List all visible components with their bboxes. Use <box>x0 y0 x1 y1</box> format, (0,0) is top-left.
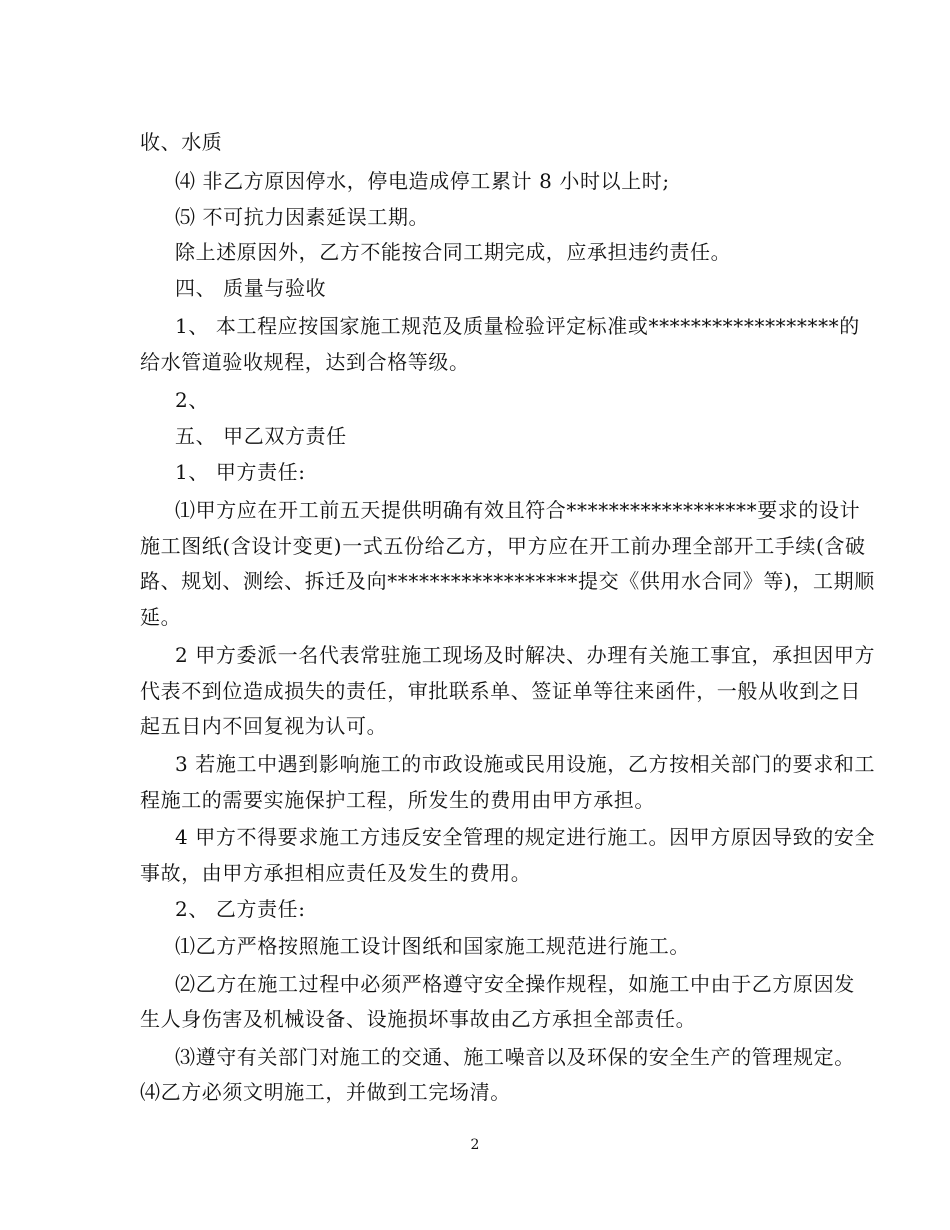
text-line: ⑷ 非乙方原因停水，停电造成停工累计 8 小时以上时; <box>175 169 670 193</box>
text-line: ⑷乙方必须文明施工，并做到工完场清。 <box>140 1080 511 1104</box>
text-line: ⑴甲方应在开工前五天提供明确有效且符合******************要求的设计 <box>175 498 861 522</box>
text-line: 程施工的需要实施保护工程，所发生的费用由甲方承担。 <box>140 788 655 812</box>
text-line: 收、水质 <box>140 130 223 154</box>
text-line: 路、规划、测绘、拆迁及向******************提交《供用水合同》等)，工期顺 <box>140 569 875 593</box>
text-line: 延。 <box>140 605 182 629</box>
text-line: 给水管道验收规程，达到合格等级。 <box>140 350 470 374</box>
text-line: 除上述原因外，乙方不能按合同工期完成，应承担违约责任。 <box>175 240 732 264</box>
text-line: ⑵乙方在施工过程中必须严格遵守安全操作规程，如施工中由于乙方原因发 <box>175 972 855 996</box>
text-line: 2、 <box>175 388 209 412</box>
text-line: ⑴乙方严格按照施工设计图纸和国家施工规范进行施工。 <box>175 934 690 958</box>
section-heading: 五、 甲乙双方责任 <box>175 424 347 448</box>
text-line: 生人身伤害及机械设备、设施损坏事故由乙方承担全部责任。 <box>140 1007 697 1031</box>
text-line: 1、 本工程应按国家施工规范及质量检验评定标准或******************的 <box>175 314 860 338</box>
text-line: 4 甲方不得要求施工方违反安全管理的规定进行施工。因甲方原因导致的安全 <box>175 825 876 849</box>
text-line: 代表不到位造成损失的责任，审批联系单、签证单等往来函件，一般从收到之日 <box>140 679 861 703</box>
text-line: 施工图纸(含设计变更)一式五份给乙方，甲方应在开工前办理全部开工手续(含破 <box>140 534 866 558</box>
subsection-heading: 2、 乙方责任: <box>175 897 306 921</box>
subsection-heading: 1、 甲方责任: <box>175 460 306 484</box>
text-line: 事故，由甲方承担相应责任及发生的费用。 <box>140 861 532 885</box>
text-line: 起五日内不回复视为认可。 <box>140 714 388 738</box>
text-line: ⑸ 不可抗力因素延误工期。 <box>175 205 430 229</box>
text-line: ⑶遵守有关部门对施工的交通、施工噪音以及环保的安全生产的管理规定。 <box>175 1045 855 1069</box>
section-heading: 四、 质量与验收 <box>175 276 327 300</box>
text-line: 2 甲方委派一名代表常驻施工现场及时解决、办理有关施工事宜，承担因甲方 <box>175 643 876 667</box>
page-number: 2 <box>470 1137 480 1153</box>
text-line: 3 若施工中遇到影响施工的市政设施或民用设施，乙方按相关部门的要求和工 <box>175 752 876 776</box>
